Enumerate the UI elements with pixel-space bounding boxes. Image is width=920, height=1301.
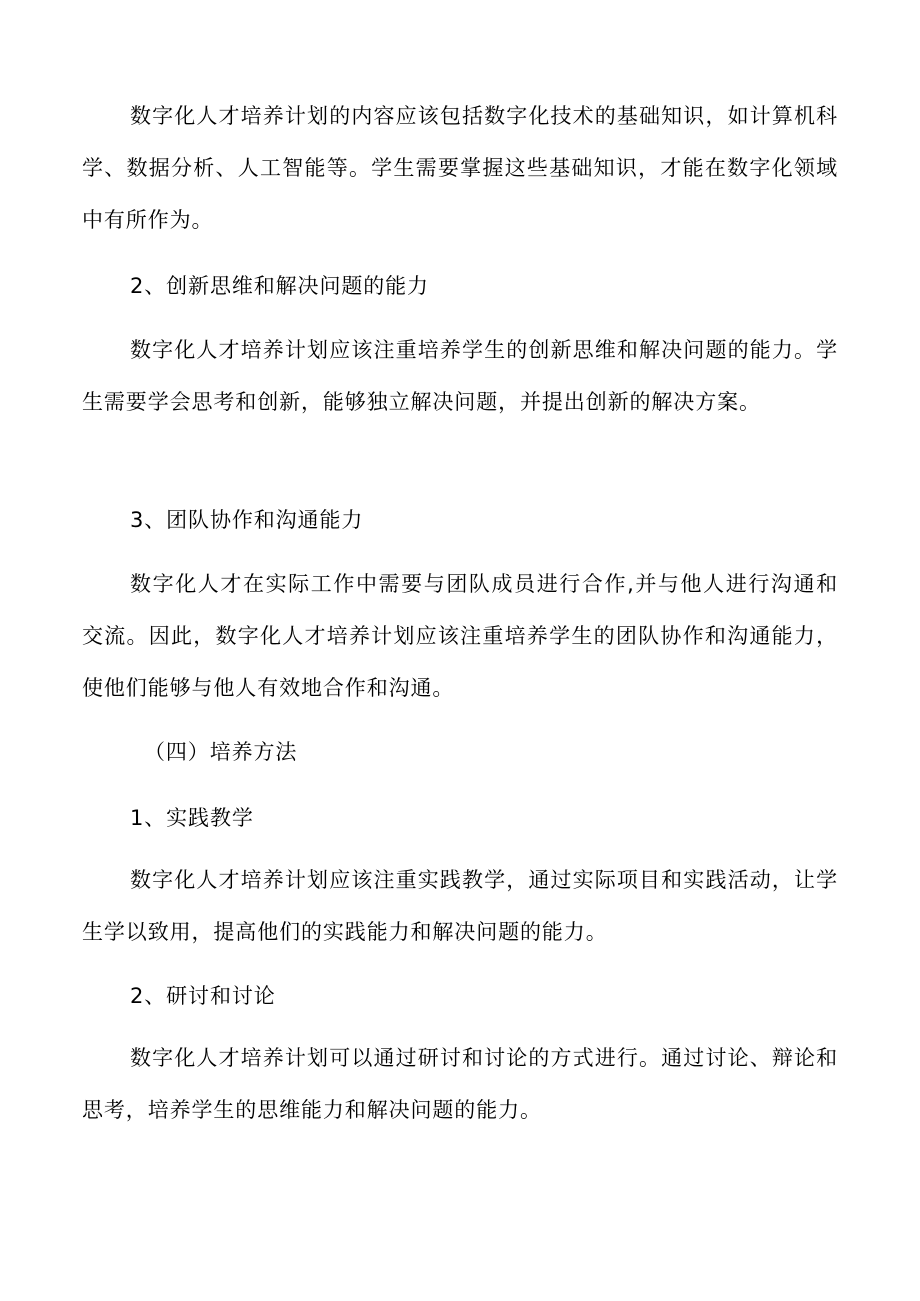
paragraph-seminar-discussion: 数字化人才培养计划可以通过研讨和讨论的方式进行。通过讨论、辩论和思考，培养学生的思维能力和解决问题的能力。 — [82, 1046, 838, 1122]
paragraph-digital-foundations: 数字化人才培养计划的内容应该包括数字化技术的基础知识，如计算机科学、数据分析、人工智能等。学生需要掌握这些基础知识，才能在数字化领域中有所作为。 — [82, 104, 838, 232]
section-heading-training-methods: （四）培养方法 — [144, 740, 298, 764]
paragraph-innovation-problem-solving: 数字化人才培养计划应该注重培养学生的创新思维和解决问题的能力。学生需要学会思考和创新，能够独立解决问题，并提出创新的解决方案。 — [82, 338, 838, 414]
heading-practical-teaching: 1、实践教学 — [130, 806, 254, 830]
heading-seminar-discussion: 2、研讨和讨论 — [130, 984, 276, 1008]
paragraph-teamwork-communication: 数字化人才在实际工作中需要与团队成员进行合作,并与他人进行沟通和交流。因此，数字化人才培养计划应该注重培养学生的团队协作和沟通能力，使他们能够与他人有效地合作和沟通。 — [82, 572, 838, 700]
paragraph-practical-teaching: 数字化人才培养计划应该注重实践教学，通过实际项目和实践活动，让学生学以致用，提高他们的实践能力和解决问题的能力。 — [82, 868, 838, 944]
heading-innovation-problem-solving: 2、创新思维和解决问题的能力 — [130, 274, 429, 298]
heading-teamwork-communication: 3、团队协作和沟通能力 — [130, 508, 364, 532]
